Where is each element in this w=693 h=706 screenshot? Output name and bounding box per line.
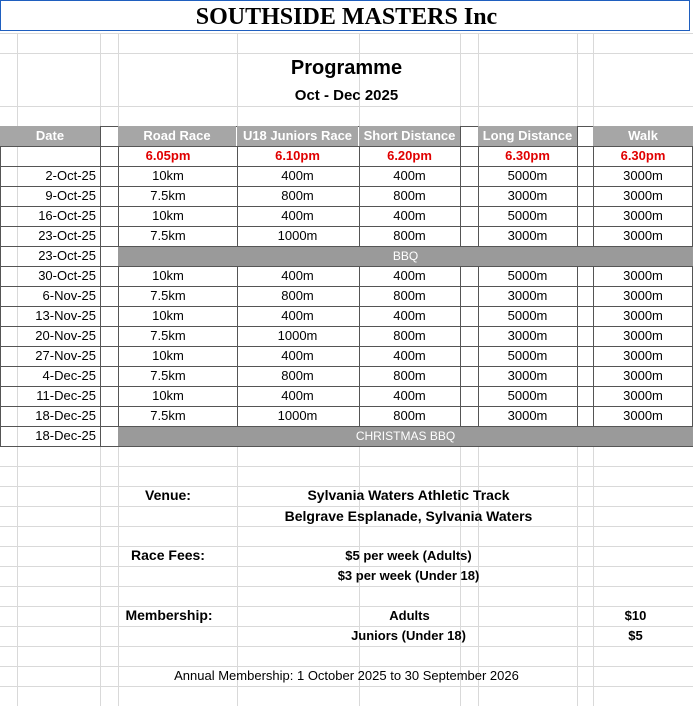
- row-short-distance: 400m: [393, 348, 426, 363]
- row-road-distance: 7.5km: [150, 328, 186, 343]
- membership-juniors-fee: $5: [628, 628, 643, 643]
- row-date: 16-Oct-25: [38, 208, 96, 223]
- venue-line2: Belgrave Esplanade, Sylvania Waters: [284, 508, 533, 524]
- start-time-juniors: 6.10pm: [275, 148, 320, 163]
- row-date: 27-Nov-25: [35, 348, 96, 363]
- row-date: 13-Nov-25: [35, 308, 96, 323]
- row-juniors-distance: 400m: [281, 268, 314, 283]
- row-walk-distance: 3000m: [623, 228, 663, 243]
- row-walk-distance: 3000m: [623, 388, 663, 403]
- row-road-distance: 10km: [152, 208, 184, 223]
- row-short-distance: 800m: [393, 228, 426, 243]
- row-short-distance: 400m: [393, 268, 426, 283]
- row-date: 18-Dec-25: [35, 408, 96, 423]
- venue-line1: Sylvania Waters Athletic Track: [307, 487, 510, 503]
- programme-heading: Programme: [290, 57, 403, 79]
- membership-juniors-label: Juniors (Under 18): [351, 628, 466, 643]
- venue-label: Venue:: [145, 487, 191, 503]
- row-juniors-distance: 400m: [281, 308, 314, 323]
- row-date: 4-Dec-25: [42, 368, 96, 383]
- row-long-distance: 3000m: [507, 288, 548, 303]
- row-walk-distance: 3000m: [623, 308, 663, 323]
- row-juniors-distance: 800m: [281, 188, 314, 203]
- row-long-distance: 5000m: [507, 348, 548, 363]
- row-walk-distance: 3000m: [623, 348, 663, 363]
- membership-adults-fee: $10: [624, 608, 647, 623]
- row-juniors-distance: 1000m: [277, 408, 318, 423]
- row-long-distance: 3000m: [507, 368, 548, 383]
- row-walk-distance: 3000m: [623, 208, 663, 223]
- row-road-distance: 10km: [152, 308, 184, 323]
- row-juniors-distance: 1000m: [277, 328, 318, 343]
- row-short-distance: 800m: [393, 368, 426, 383]
- row-long-distance: 5000m: [507, 168, 548, 183]
- row-date: 23-Oct-25: [38, 228, 96, 243]
- row-juniors-distance: 800m: [281, 288, 314, 303]
- row-short-distance: 800m: [393, 188, 426, 203]
- row-walk-distance: 3000m: [623, 188, 663, 203]
- row-road-distance: 10km: [152, 268, 184, 283]
- row-short-distance: 400m: [393, 388, 426, 403]
- row-road-distance: 7.5km: [150, 188, 186, 203]
- col-header-u18-juniors: U18 Juniors Race: [237, 126, 358, 146]
- row-long-distance: 5000m: [507, 308, 548, 323]
- row-juniors-distance: 1000m: [277, 228, 318, 243]
- start-time-short: 6.20pm: [387, 148, 432, 163]
- programme-period: Oct - Dec 2025: [294, 87, 399, 104]
- row-long-distance: 5000m: [507, 388, 548, 403]
- fees-juniors: $3 per week (Under 18): [337, 568, 480, 583]
- row-road-distance: 7.5km: [150, 288, 186, 303]
- row-date: 9-Oct-25: [45, 188, 96, 203]
- event-band: CHRISTMAS BBQ: [118, 427, 693, 446]
- row-long-distance: 3000m: [507, 328, 548, 343]
- row-long-distance: 5000m: [507, 208, 548, 223]
- row-date: 6-Nov-25: [42, 288, 96, 303]
- col-header-date: Date: [0, 126, 100, 146]
- row-date: 18-Dec-25: [35, 428, 96, 443]
- row-short-distance: 800m: [393, 288, 426, 303]
- row-juniors-distance: 400m: [281, 168, 314, 183]
- row-short-distance: 800m: [393, 408, 426, 423]
- document-title: SOUTHSIDE MASTERS Inc: [195, 4, 498, 30]
- membership-adults-label: Adults: [389, 608, 430, 623]
- fees-label: Race Fees:: [131, 547, 205, 563]
- row-long-distance: 3000m: [507, 228, 548, 243]
- row-long-distance: 3000m: [507, 408, 548, 423]
- row-date: 2-Oct-25: [45, 168, 96, 183]
- row-juniors-distance: 400m: [281, 208, 314, 223]
- col-header-walk: Walk: [593, 126, 693, 146]
- row-road-distance: 10km: [152, 388, 184, 403]
- row-juniors-distance: 400m: [281, 348, 314, 363]
- row-road-distance: 7.5km: [150, 368, 186, 383]
- membership-label: Membership:: [125, 607, 213, 623]
- event-band: BBQ: [118, 247, 693, 266]
- row-walk-distance: 3000m: [623, 168, 663, 183]
- row-walk-distance: 3000m: [623, 368, 663, 383]
- row-date: 11-Dec-25: [36, 388, 96, 403]
- row-road-distance: 7.5km: [150, 408, 186, 423]
- fees-adults: $5 per week (Adults): [345, 548, 472, 563]
- row-short-distance: 400m: [393, 308, 426, 323]
- row-short-distance: 800m: [393, 328, 426, 343]
- row-long-distance: 3000m: [507, 188, 548, 203]
- row-date: 30-Oct-25: [38, 268, 96, 283]
- row-juniors-distance: 800m: [281, 368, 314, 383]
- row-road-distance: 10km: [152, 168, 184, 183]
- col-header-short-distance: Short Distance: [359, 126, 460, 146]
- row-date: 20-Nov-25: [35, 328, 96, 343]
- col-header-long-distance: Long Distance: [478, 126, 577, 146]
- col-header-road-race: Road Race: [118, 126, 236, 146]
- start-time-walk: 6.30pm: [620, 148, 666, 163]
- row-short-distance: 400m: [393, 168, 426, 183]
- start-time-long: 6.30pm: [505, 148, 550, 163]
- row-walk-distance: 3000m: [623, 408, 663, 423]
- row-walk-distance: 3000m: [623, 288, 663, 303]
- row-long-distance: 5000m: [507, 268, 548, 283]
- row-road-distance: 10km: [152, 348, 184, 363]
- row-road-distance: 7.5km: [150, 228, 186, 243]
- start-time-road: 6.05pm: [145, 148, 191, 163]
- row-walk-distance: 3000m: [623, 328, 663, 343]
- row-date: 23-Oct-25: [38, 248, 96, 263]
- row-short-distance: 400m: [393, 208, 426, 223]
- row-juniors-distance: 400m: [281, 388, 314, 403]
- row-walk-distance: 3000m: [623, 268, 663, 283]
- annual-membership-note: Annual Membership: 1 October 2025 to 30 September 2026: [174, 668, 519, 683]
